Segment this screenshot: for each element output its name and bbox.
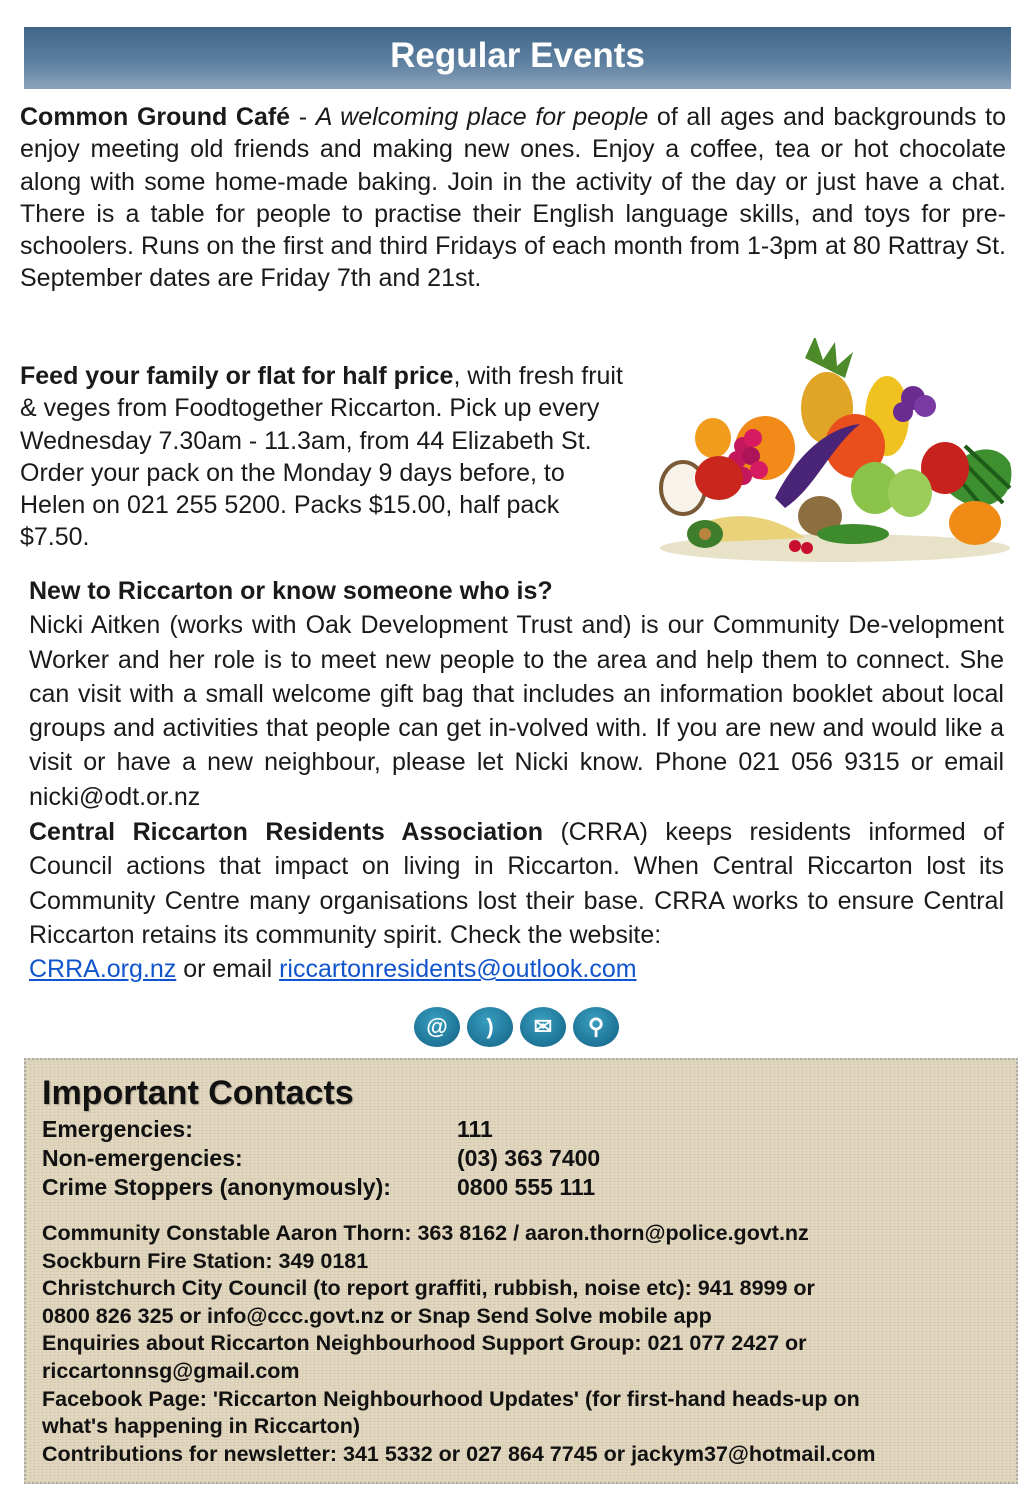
contact-label: Crime Stoppers (anonymously): [42,1174,391,1200]
cafe-paragraph [20,101,1006,295]
fruit-vegetables-illustration [655,338,1017,564]
newcomers-body: Nicki Aitken (works with Oak Development Trust and) is our Community De-velopment Worker and her role is to meet new people to the area and help them to connect. She can visit with a small welcome gift bag that includes an information booklet about local groups and activities that people can get in-volved with. If you are new and would like a visit or have a new neighbour, please let Nicki know. Phone 021 056 9315 or email nicki@odt.or.nz [29,611,1004,811]
location-icon: ⚲ [573,1007,619,1047]
contact-value: 111 [457,1116,493,1142]
contact-details-list [42,1220,1002,1468]
newcomers-section [29,574,1004,814]
contact-value: 0800 555 111 [457,1174,596,1200]
crra-email-link[interactable]: riccartonresidents@outlook.com [279,955,637,984]
important-contacts-box [24,1058,1018,1484]
contact-line: Community Constable Aaron Thorn: 363 8162 / aaron.thorn@police.govt.nz [42,1221,809,1245]
contact-line: Facebook Page: 'Riccarton Neighbourhood Updates' (for first-hand heads-up on [42,1386,860,1411]
food-line-6: $7.50. [20,523,90,552]
contact-line: 0800 826 325 or info@ccc.govt.nz or Snap Send Solve mobile app [42,1303,712,1328]
crra-body: (CRRA) keeps residents informed of Council actions that impact on living in Riccarton. When Central Riccarton lost its Community Centre many organisations lost their base. CRRA works to ensure Central Riccarton retains its community spirit. Check the website: [29,818,1004,949]
crra-website-link[interactable]: CRRA.org.nz [29,955,177,984]
contact-line: Sockburn Fire Station: 349 0181 [42,1248,369,1273]
newcomers-title: New to Riccarton or know someone who is? [29,577,553,605]
at-icon: @ [414,1007,460,1047]
contact-row-emergencies [42,1116,493,1143]
contact-label: Emergencies: [42,1116,193,1142]
contact-row-crime-stoppers [42,1174,596,1201]
contact-value: (03) 363 7400 [457,1145,601,1171]
cafe-separator: - [290,103,316,131]
contact-line: Contributions for newsletter: 341 5332 or 027 864 7745 or jackym37@hotmail.com [42,1441,876,1466]
regular-events-banner: Regular Events [24,27,1011,89]
crra-section [29,815,1004,986]
cafe-title: Common Ground Café [20,103,291,131]
contact-icons [414,1007,620,1047]
food-line-4: Order your pack on the Monday 9 days before, to [20,458,565,487]
mail-icon: ✉ [520,1007,566,1047]
food-line-3: Wednesday 7.30am - 11.3am, from 44 Elizabeth St. [20,426,592,455]
crra-title: Central Riccarton Residents Association [29,818,544,846]
contact-row-non-emergencies [42,1145,601,1172]
contact-line: Christchurch City Council (to report graffiti, rubbish, noise etc): 941 8999 or [42,1276,815,1301]
food-paragraph [20,360,700,554]
contact-line: riccartonnsg@gmail.com [42,1358,300,1383]
food-title: Feed your family or flat for half price [20,362,454,390]
food-line-5: Helen on 021 255 5200. Packs $15.00, half pack [20,491,560,520]
contacts-title: Important Contacts [42,1074,354,1112]
cafe-tagline: A welcoming place for people [315,103,649,131]
crra-links-line: CRRA.org.nz or email riccartonresidents@outlook.com [29,955,637,984]
contact-line: Enquiries about Riccarton Neighbourhood Support Group: 021 077 2427 or [42,1331,807,1356]
phone-icon: ) [467,1007,513,1047]
contact-line: what's happening in Riccarton) [42,1414,361,1439]
cafe-body: of all ages and backgrounds to enjoy meeting old friends and making new ones. Enjoy a coffee, tea or hot chocolate along with some home-made baking. Join in the activity of the day or just have a chat. There is a table for people to practise their English language skills, and toys for pre-schoolers. Runs on the first and third Fridays of each month from 1-3pm at 80 Rattray St. September dates are Friday 7th and 21st. [20,103,1006,293]
contact-label: Non-emergencies: [42,1145,243,1171]
food-line-1: Feed your family or flat for half price, with fresh fruit [20,362,623,390]
food-line-2: & veges from Foodtogether Riccarton. Pick up every [20,394,600,423]
